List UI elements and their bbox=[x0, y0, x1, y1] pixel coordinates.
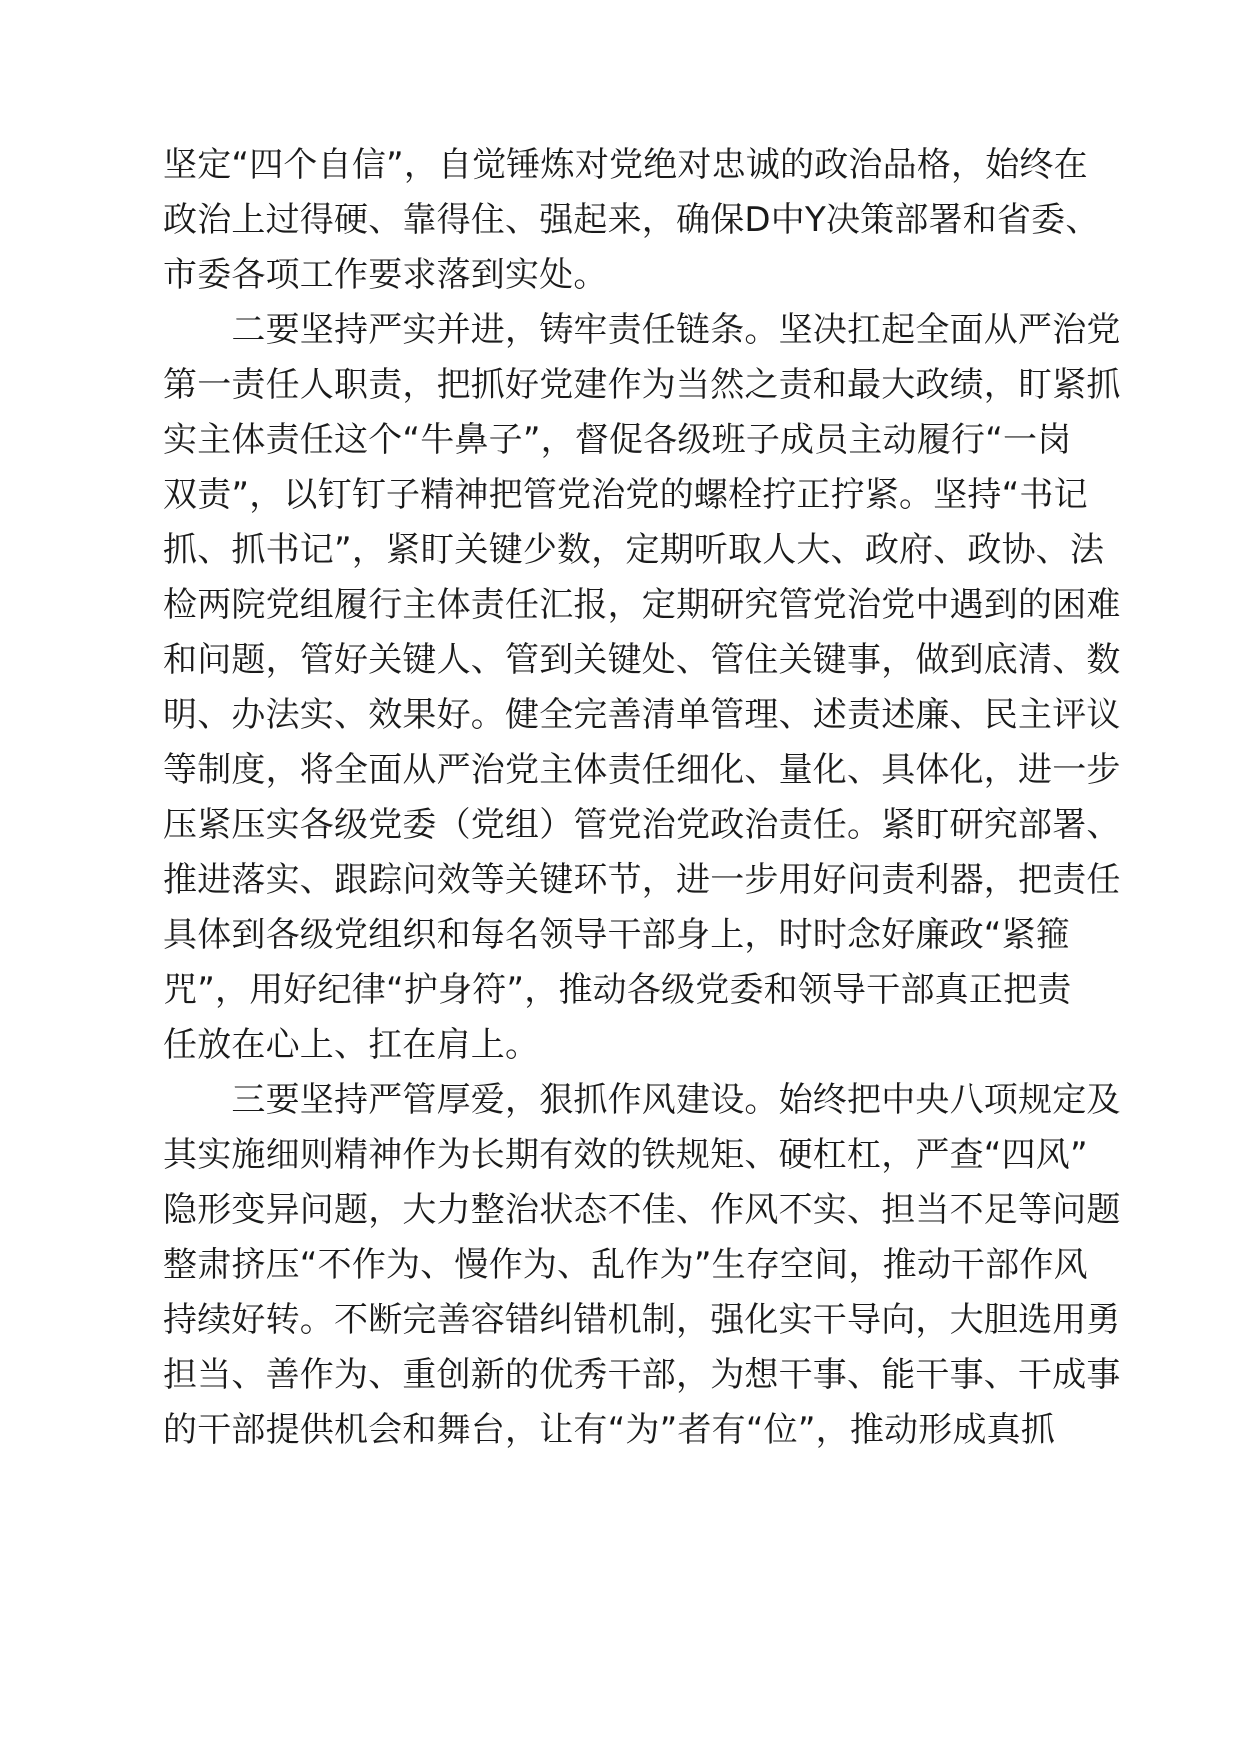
text-line-3: 市委各项工作要求落到实处。 bbox=[163, 255, 608, 295]
text-line-14: 推进落实、跟踪问效等关键环节，进一步用好问责利器，把责任 bbox=[163, 860, 1121, 900]
text-line-18: 三要坚持严管厚爱，狠抓作风建设。始终把中央八项规定及 bbox=[163, 1080, 1121, 1120]
text-line-2: 政治上过得硬、靠得住、强起来，确保D中Y决策部署和省委、 bbox=[163, 200, 1100, 240]
text-line-4: 二要坚持严实并进，铸牢责任链条。坚决扛起全面从严治党 bbox=[163, 310, 1121, 350]
text-line-17: 任放在心上、扛在肩上。 bbox=[163, 1025, 540, 1065]
text-line-7: 双责”，以钉钉子精神把管党治党的螺栓拧正拧紧。坚持“书记 bbox=[163, 475, 1088, 515]
text-line-21: 整肃挤压“不作为、慢作为、乱作为”生存空间，推动干部作风 bbox=[163, 1245, 1088, 1285]
text-line-22: 持续好转。不断完善容错纠错机制，强化实干导向，大胆选用勇 bbox=[163, 1300, 1121, 1340]
text-line-19: 其实施细则精神作为长期有效的铁规矩、硬杠杠，严查“四风” bbox=[163, 1135, 1088, 1175]
text-line-8: 抓、抓书记”，紧盯关键少数，定期听取人大、政府、政协、法 bbox=[163, 530, 1105, 570]
text-line-11: 明、办法实、效果好。健全完善清单管理、述责述廉、民主评议 bbox=[163, 695, 1121, 735]
text-line-15: 具体到各级党组织和每名领导干部身上，时时念好廉政“紧箍 bbox=[163, 915, 1071, 955]
text-line-16: 咒”，用好纪律“护身符”，推动各级党委和领导干部真正把责 bbox=[163, 970, 1072, 1010]
text-line-5: 第一责任人职责，把抓好党建作为当然之责和最大政绩，盯紧抓 bbox=[163, 365, 1121, 405]
text-line-24: 的干部提供机会和舞台，让有“为”者有“位”，推动形成真抓 bbox=[163, 1410, 1056, 1450]
text-line-20: 隐形变异问题，大力整治状态不佳、作风不实、担当不足等问题 bbox=[163, 1190, 1121, 1230]
text-line-12: 等制度，将全面从严治党主体责任细化、量化、具体化，进一步 bbox=[163, 750, 1121, 790]
text-line-6: 实主体责任这个“牛鼻子”，督促各级班子成员主动履行“一岗 bbox=[163, 420, 1072, 460]
text-line-23: 担当、善作为、重创新的优秀干部，为想干事、能干事、干成事 bbox=[163, 1355, 1121, 1395]
text-line-13: 压紧压实各级党委（党组）管党治党政治责任。紧盯研究部署、 bbox=[163, 805, 1121, 845]
text-line-9: 检两院党组履行主体责任汇报，定期研究管党治党中遇到的困难 bbox=[163, 585, 1121, 625]
text-line-10: 和问题，管好关键人、管到关键处、管住关键事，做到底清、数 bbox=[163, 640, 1121, 680]
text-line-1: 坚定“四个自信”，自觉锤炼对党绝对忠诚的政治品格，始终在 bbox=[163, 145, 1088, 185]
